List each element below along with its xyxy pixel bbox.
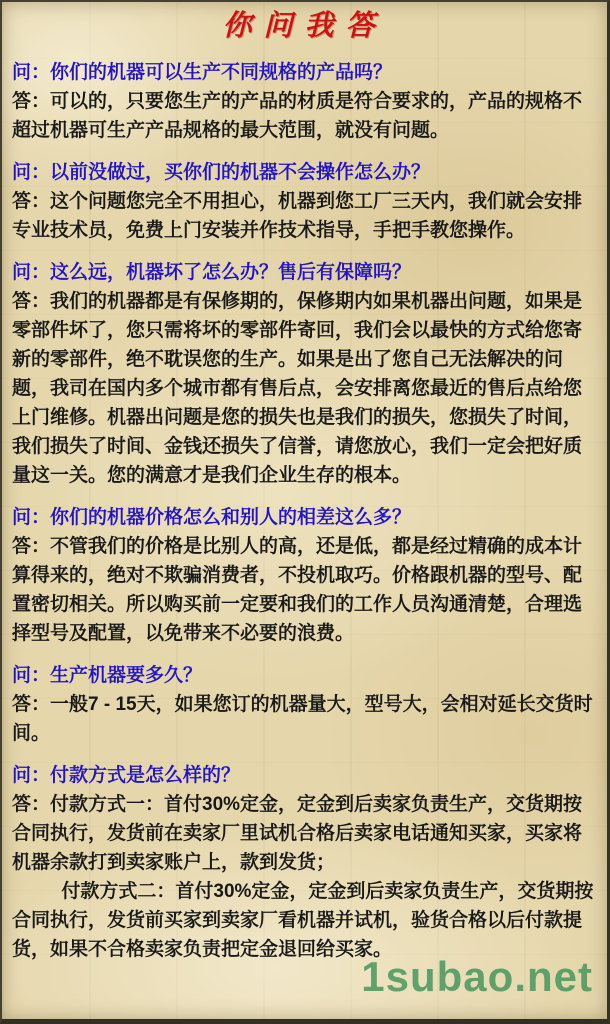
- question-text: 问：这么远，机器坏了怎么办？售后有保障吗？: [12, 262, 412, 283]
- answer-text-payment-method-2: 付款方式二：首付30%定金，定金到后卖家负责生产，交货期按合同执行，发货前买家到卖家厂看机器并试机，验货合格以后付款提货，如果不合格卖家负责把定金退回给买家。: [12, 881, 594, 960]
- answer-text: 答：我们的机器都是有保修期的，保修期内如果机器出问题，如果是零部件坏了，您只需将坏的零部件寄回，我们会以最快的方式给您寄新的零部件，绝不耽误您的生产。如果是出了您自己无法解决的问题，我司在国内多个城市都有售后点，会安排离您最近的售后点给您上门维修。机器出问题是您的损失也是我们的损失，您损失了时间，我们损失了时间、金钱还损失了信誉，请您放心，我们一定会把好质量这一关。您的满意才是我们企业生存的根本。: [12, 291, 583, 486]
- answer-text: 答：不管我们的价格是比别人的高，还是低，都是经过精确的成本计算得来的，绝对不欺骗消费者，不投机取巧。价格跟机器的型号、配置密切相关。所以购买前一定要和我们的工作人员沟通清楚，合理选择型号及配置，以免带来不必要的浪费。: [12, 536, 583, 644]
- question-text: 问：你们的机器价格怎么和别人的相差这么多？: [12, 507, 412, 528]
- qa-block: [12, 661, 597, 748]
- qa-block: [12, 503, 597, 648]
- answer-text-payment-method-1: 答：付款方式一：首付30%定金，定金到后卖家负责生产，交货期按合同执行，发货前在卖家厂里试机合格后卖家电话通知买家，买家将机器余款打到卖家账户上，款到发货；: [12, 794, 583, 873]
- question-text: 问：你们的机器可以生产不同规格的产品吗？: [12, 62, 393, 83]
- question-text: 问：付款方式是怎么样的？: [12, 765, 241, 786]
- qa-block: [12, 58, 597, 145]
- watermark-1subao: 1subao.net: [361, 953, 593, 1000]
- question-text: 问：以前没做过，买你们的机器不会操作怎么办？: [12, 162, 431, 183]
- page-title: 你问我答: [222, 10, 387, 42]
- answer-text: 答：一般7 - 15天，如果您订的机器量大，型号大，会相对延长交货时间。: [12, 694, 593, 744]
- question-text: 问：生产机器要多久？: [12, 665, 203, 686]
- qa-block: [12, 158, 597, 245]
- qa-block: [12, 258, 597, 490]
- answer-text: 答：这个问题您完全不用担心，机器到您工厂三天内，我们就会安排专业技术员，免费上门安装并作技术指导，手把手教您操作。: [12, 191, 583, 241]
- qa-block: [12, 761, 597, 964]
- answer-text: 答：可以的，只要您生产的产品的材质是符合要求的，产品的规格不超过机器可生产产品规格的最大范围，就没有问题。: [12, 91, 583, 141]
